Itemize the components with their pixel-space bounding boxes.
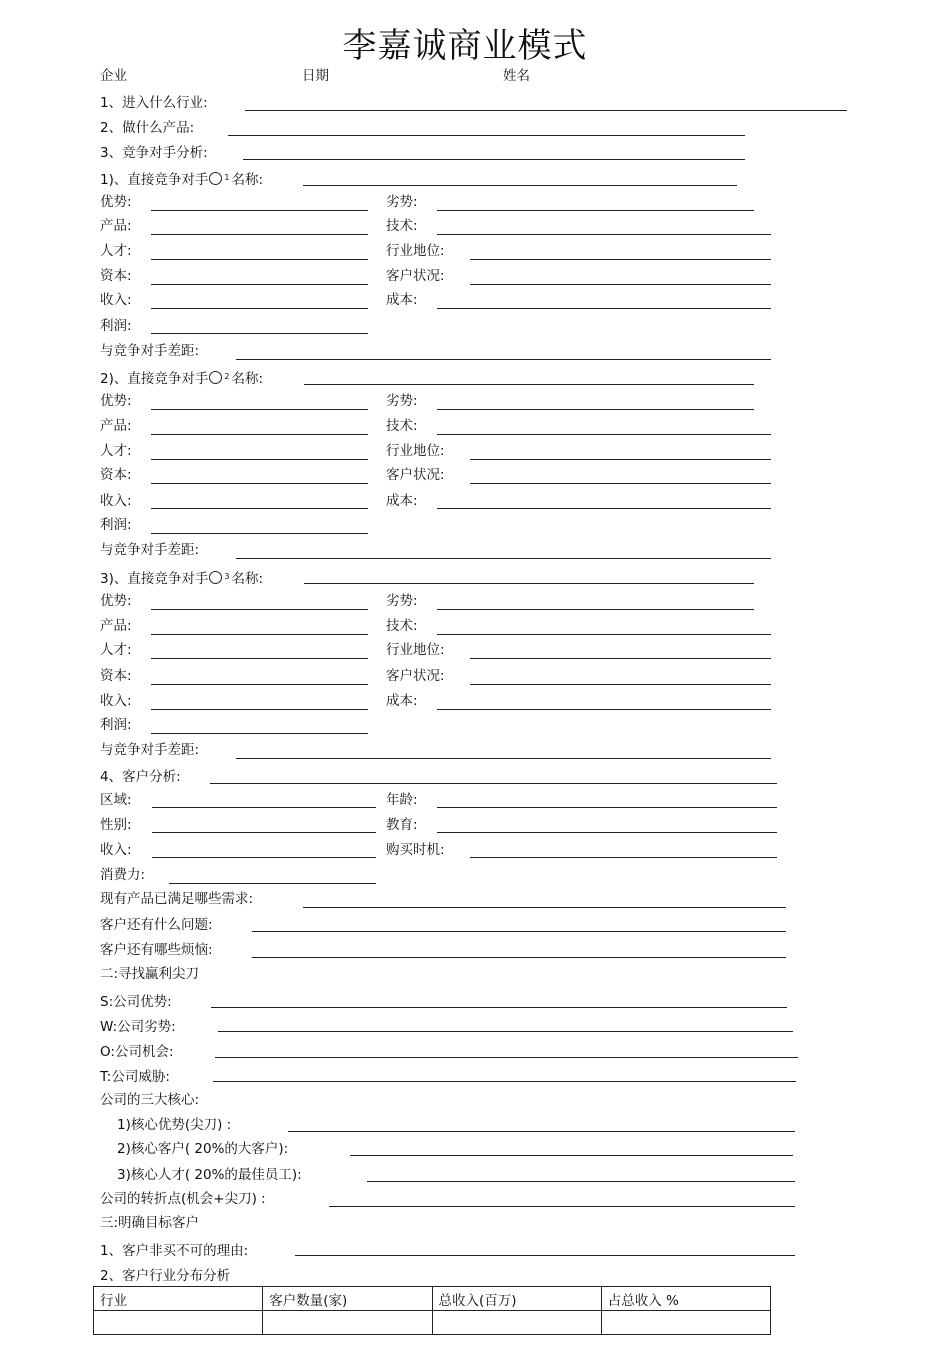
field-line[interactable] xyxy=(151,533,368,534)
table-cell[interactable] xyxy=(94,1311,263,1335)
field-label: 与竞争对手差距: xyxy=(100,542,200,558)
q4-customer-label: 4、客户分析: xyxy=(100,769,181,785)
circle-icon xyxy=(209,371,222,384)
field-line[interactable] xyxy=(151,210,368,211)
field-line[interactable] xyxy=(151,459,368,460)
field-label: 产品: xyxy=(100,418,132,434)
competitor-2-label: 2)、直接竞争对手 $^2$ 名称: xyxy=(100,371,264,387)
field-label: 收入: xyxy=(100,693,132,709)
field-label: 成本: xyxy=(386,493,418,509)
field-label: 购买时机: xyxy=(386,842,445,858)
field-line[interactable] xyxy=(437,609,754,610)
swot-o-label: O:公司机会: xyxy=(100,1044,174,1060)
field-line[interactable] xyxy=(151,658,368,659)
field-label: 技术: xyxy=(386,418,418,434)
field-label: 性别: xyxy=(100,817,132,833)
field-line[interactable] xyxy=(470,459,771,460)
core-title: 公司的三大核心: xyxy=(100,1092,200,1108)
field-line[interactable] xyxy=(213,1081,796,1082)
field-label: 资本: xyxy=(100,668,132,684)
turning-point-label: 公司的转折点(机会+尖刀) : xyxy=(100,1191,266,1207)
field-line[interactable] xyxy=(470,259,771,260)
field-line[interactable] xyxy=(152,807,376,808)
field-line[interactable] xyxy=(151,308,368,309)
field-label: 产品: xyxy=(100,218,132,234)
swot-t-label: T:公司威胁: xyxy=(100,1069,170,1085)
field-label: 优势: xyxy=(100,593,132,609)
field-label: 劣势: xyxy=(386,194,418,210)
field-label: 成本: xyxy=(386,693,418,709)
competitor-1-label: 1)、直接竞争对手 $^1$ 名称: xyxy=(100,172,264,188)
competitor-3-name-line[interactable] xyxy=(304,583,754,584)
field-label: 资本: xyxy=(100,268,132,284)
q2-product-label: 2、做什么产品: xyxy=(100,120,195,136)
section-2-heading: 二:寻找赢利尖刀 xyxy=(100,966,200,982)
field-label: 现有产品已满足哪些需求: xyxy=(100,891,254,907)
field-line[interactable] xyxy=(470,284,771,285)
field-line[interactable] xyxy=(169,883,376,884)
field-line[interactable] xyxy=(437,434,771,435)
field-line[interactable] xyxy=(329,1206,795,1207)
field-line[interactable] xyxy=(437,234,771,235)
field-label: 资本: xyxy=(100,467,132,483)
table-cell[interactable] xyxy=(263,1311,432,1335)
table-cell[interactable] xyxy=(601,1311,770,1335)
table-cell[interactable] xyxy=(432,1311,601,1335)
field-label: 人才: xyxy=(100,443,132,459)
field-line[interactable] xyxy=(151,709,368,710)
field-label: 年龄: xyxy=(386,792,418,808)
field-label: 行业地位: xyxy=(386,443,445,459)
field-label: 行业地位: xyxy=(386,243,445,259)
field-label: 收入: xyxy=(100,493,132,509)
table-header-row xyxy=(94,1287,771,1311)
field-label: 行业地位: xyxy=(386,642,445,658)
date-label: 日期 xyxy=(302,68,329,84)
field-line[interactable] xyxy=(215,1057,798,1058)
field-label: 劣势: xyxy=(386,593,418,609)
field-label: 客户状况: xyxy=(386,268,445,284)
field-line[interactable] xyxy=(236,359,771,360)
swot-s-label: S:公司优势: xyxy=(100,994,172,1010)
field-line[interactable] xyxy=(470,658,771,659)
field-line[interactable] xyxy=(470,483,771,484)
field-line[interactable] xyxy=(151,609,368,610)
field-label: 与竞争对手差距: xyxy=(100,742,200,758)
field-label: 优势: xyxy=(100,393,132,409)
field-label: 成本: xyxy=(386,292,418,308)
field-label: 客户状况: xyxy=(386,668,445,684)
table-row xyxy=(94,1311,771,1335)
field-line[interactable] xyxy=(437,210,754,211)
swot-w-label: W:公司劣势: xyxy=(100,1019,176,1035)
table-header-cell: 行业 xyxy=(94,1287,263,1311)
field-line[interactable] xyxy=(236,558,771,559)
field-line[interactable] xyxy=(218,1031,793,1032)
field-line[interactable] xyxy=(152,857,376,858)
field-line[interactable] xyxy=(151,483,368,484)
q4-answer-line[interactable] xyxy=(210,783,777,784)
field-line[interactable] xyxy=(151,333,368,334)
field-line[interactable] xyxy=(151,684,368,685)
field-label: 客户还有哪些烦恼: xyxy=(100,942,213,958)
field-label: 劣势: xyxy=(386,393,418,409)
field-label: 利润: xyxy=(100,318,132,334)
field-line[interactable] xyxy=(152,832,376,833)
field-line[interactable] xyxy=(252,957,786,958)
field-line[interactable] xyxy=(295,1255,795,1256)
field-label: 利润: xyxy=(100,717,132,733)
competitor-1-name-line[interactable] xyxy=(303,185,737,186)
field-label: 人才: xyxy=(100,243,132,259)
field-line[interactable] xyxy=(437,832,777,833)
company-label: 企业 xyxy=(100,68,127,84)
core-1-label: 1)核心优势(尖刀) : xyxy=(117,1117,232,1133)
field-line[interactable] xyxy=(288,1131,795,1132)
field-line[interactable] xyxy=(437,634,771,635)
field-label: 客户状况: xyxy=(386,467,445,483)
field-label: 优势: xyxy=(100,194,132,210)
table-header-cell: 客户数量(家) xyxy=(263,1287,432,1311)
field-line[interactable] xyxy=(151,508,368,509)
q1-industry-label: 1、进入什么行业: xyxy=(100,95,208,111)
s3-q1-label: 1、客户非买不可的理由: xyxy=(100,1243,249,1259)
field-line[interactable] xyxy=(437,508,771,509)
field-line[interactable] xyxy=(236,758,771,759)
circle-icon xyxy=(209,172,222,185)
q3-competitor-label: 3、竞争对手分析: xyxy=(100,145,208,161)
q2-answer-line[interactable] xyxy=(228,135,745,136)
field-line[interactable] xyxy=(437,409,754,410)
field-line[interactable] xyxy=(470,684,771,685)
field-label: 消费力: xyxy=(100,867,146,883)
field-label: 利润: xyxy=(100,517,132,533)
field-line[interactable] xyxy=(437,308,771,309)
name-label: 姓名 xyxy=(503,68,530,84)
field-label: 客户还有什么问题: xyxy=(100,917,213,933)
s3-q2-label: 2、客户行业分布分析 xyxy=(100,1268,231,1284)
core-2-label: 2)核心客户( 20%的大客户): xyxy=(117,1141,289,1157)
field-label: 区域: xyxy=(100,792,132,808)
field-line[interactable] xyxy=(151,733,368,734)
q3-answer-line[interactable] xyxy=(243,159,745,160)
field-label: 教育: xyxy=(386,817,418,833)
core-3-label: 3)核心人才( 20%的最佳员工): xyxy=(117,1167,302,1183)
field-label: 技术: xyxy=(386,618,418,634)
field-line[interactable] xyxy=(151,259,368,260)
page-title: 李嘉诚商业模式 xyxy=(342,26,588,66)
circle-icon xyxy=(209,571,222,584)
field-line[interactable] xyxy=(151,284,368,285)
field-label: 人才: xyxy=(100,642,132,658)
field-line[interactable] xyxy=(437,709,771,710)
field-line[interactable] xyxy=(252,931,786,932)
field-line[interactable] xyxy=(151,634,368,635)
field-line[interactable] xyxy=(350,1155,793,1156)
table-header-cell: 占总收入 % xyxy=(601,1287,770,1311)
field-line[interactable] xyxy=(151,234,368,235)
field-line[interactable] xyxy=(151,434,368,435)
field-label: 收入: xyxy=(100,842,132,858)
field-line[interactable] xyxy=(367,1181,795,1182)
field-label: 技术: xyxy=(386,218,418,234)
competitor-2-name-line[interactable] xyxy=(304,384,754,385)
industry-distribution-table xyxy=(93,1286,771,1335)
field-line[interactable] xyxy=(470,857,777,858)
q1-answer-line[interactable] xyxy=(245,110,847,111)
field-line[interactable] xyxy=(303,907,786,908)
field-line[interactable] xyxy=(151,409,368,410)
field-label: 与竞争对手差距: xyxy=(100,343,200,359)
field-line[interactable] xyxy=(211,1007,787,1008)
competitor-3-label: 3)、直接竞争对手 $^3$ 名称: xyxy=(100,571,264,587)
table-header-cell: 总收入(百万) xyxy=(432,1287,601,1311)
field-label: 产品: xyxy=(100,618,132,634)
field-label: 收入: xyxy=(100,292,132,308)
field-line[interactable] xyxy=(437,807,777,808)
section-3-heading: 三:明确目标客户 xyxy=(100,1215,200,1231)
